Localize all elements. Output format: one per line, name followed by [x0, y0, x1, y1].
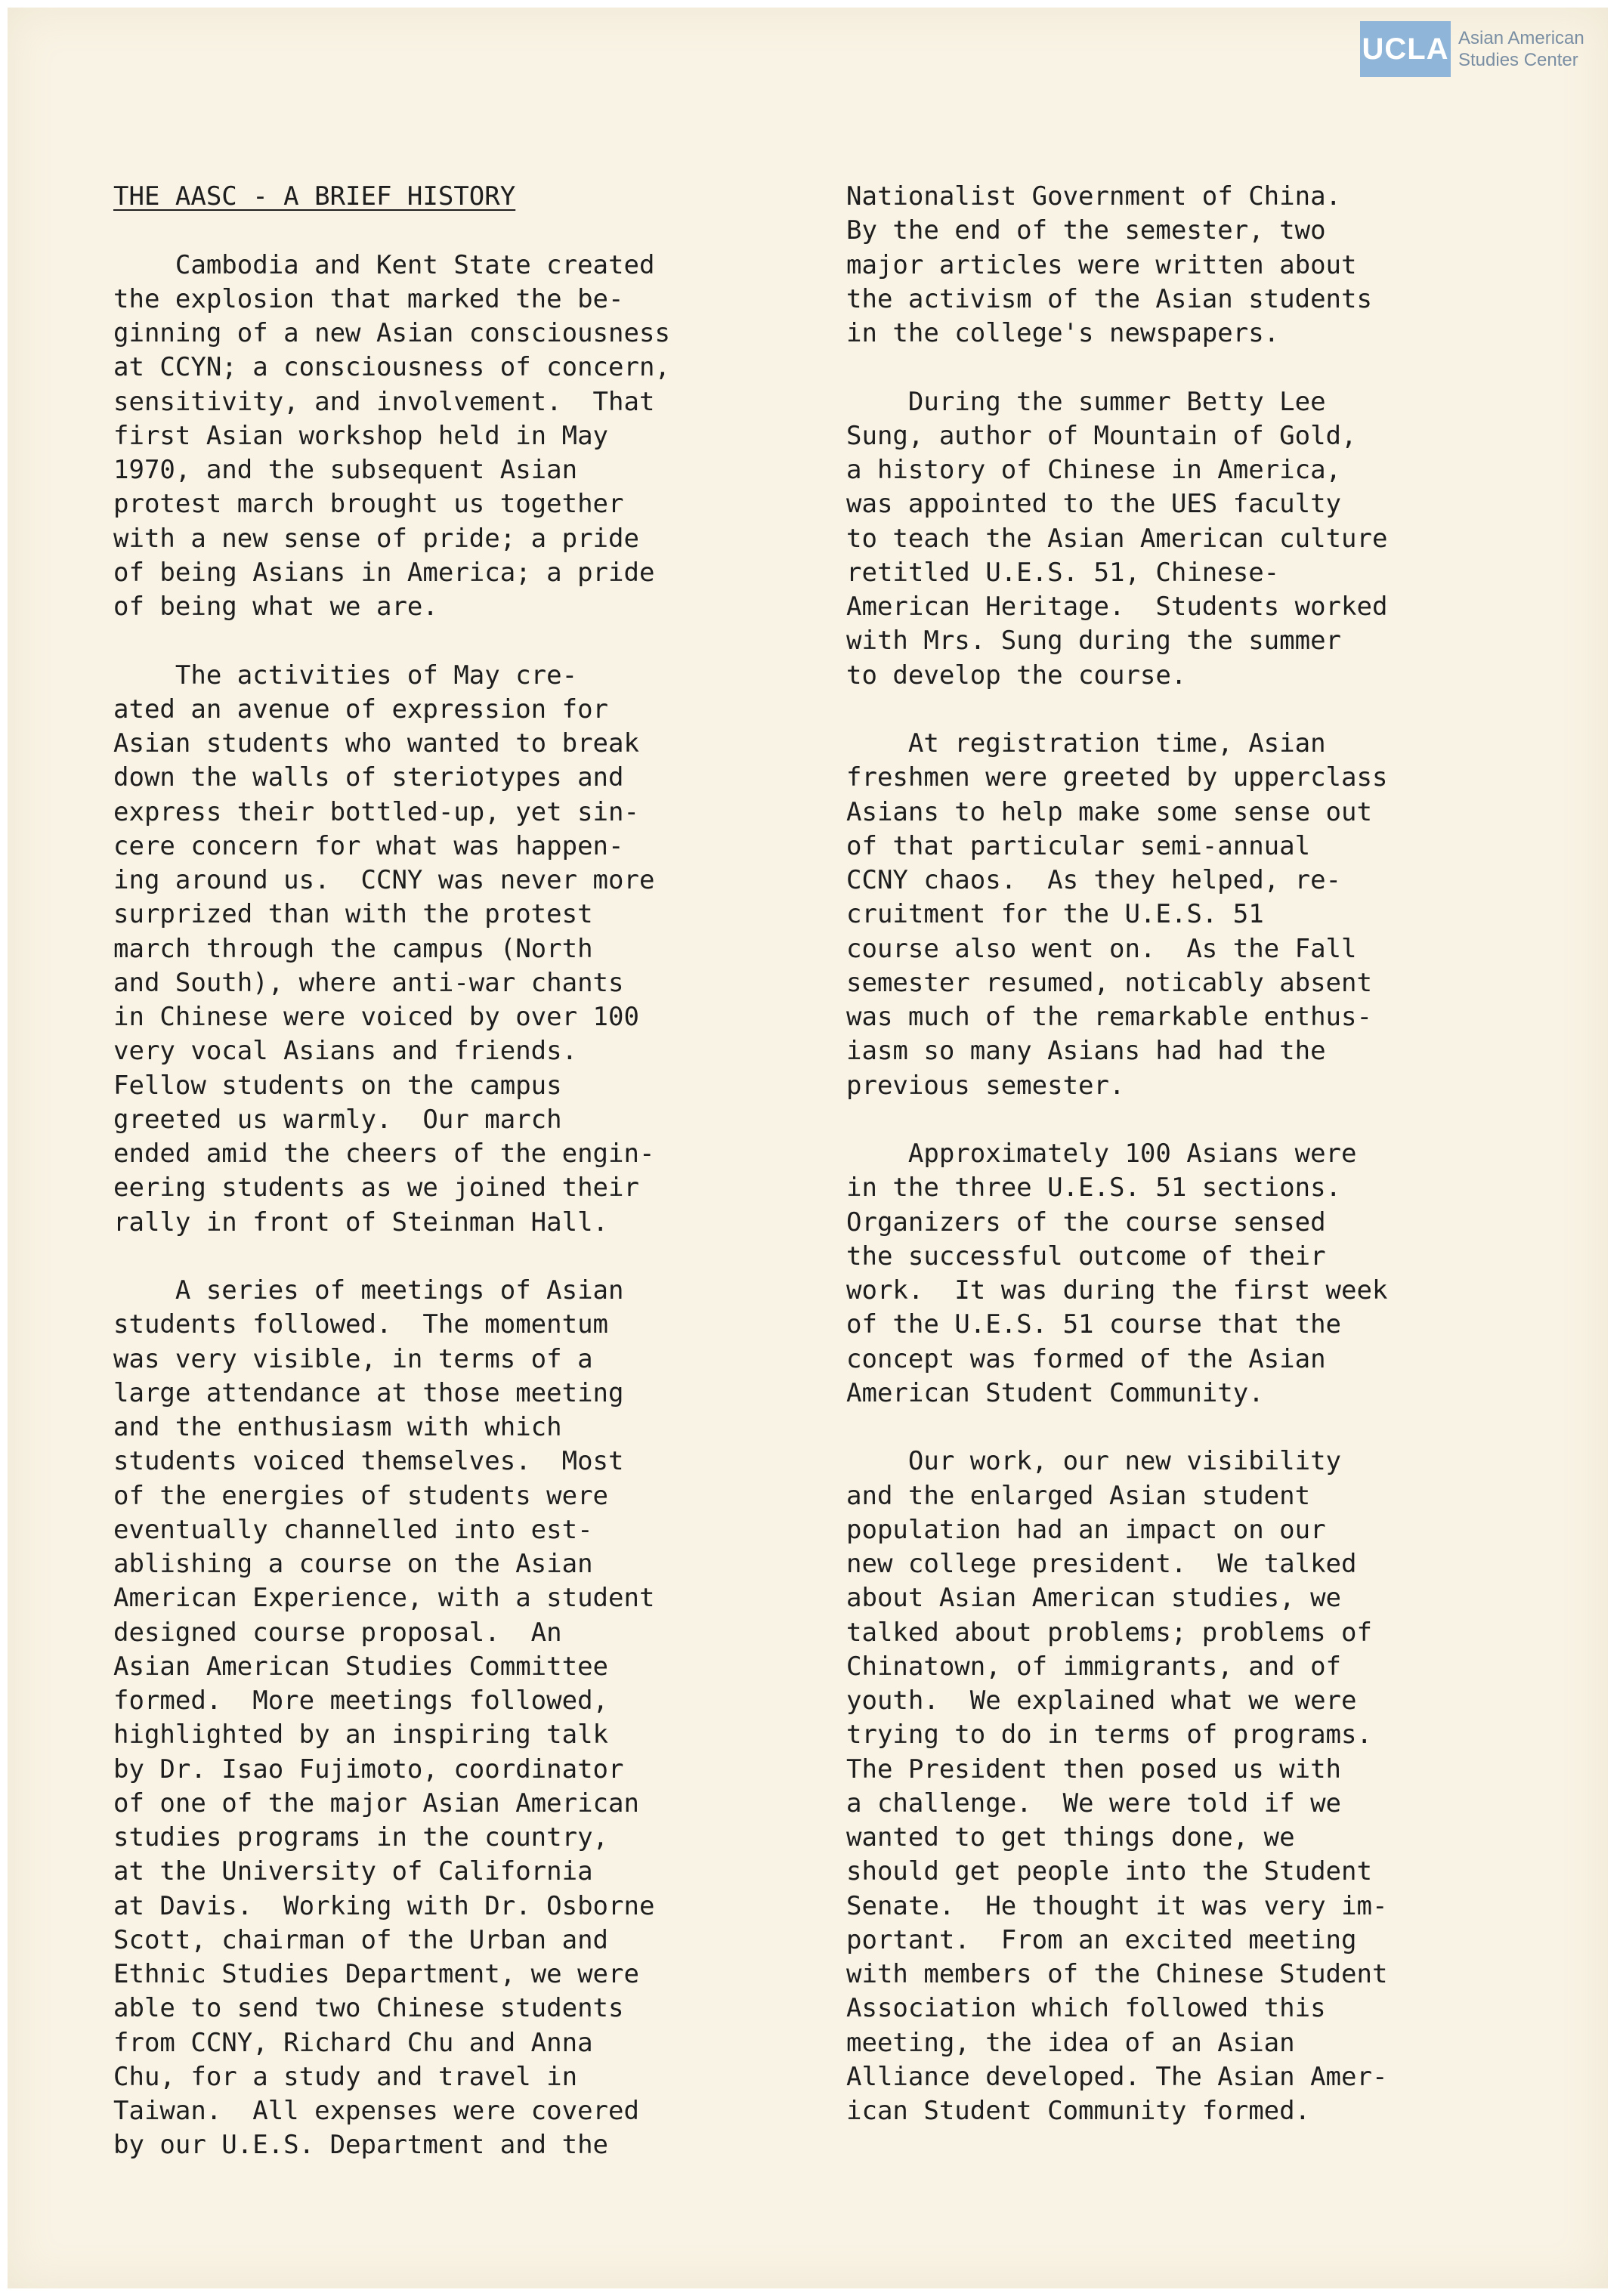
- text-line: retitled U.E.S. 51, Chinese-: [846, 557, 1280, 588]
- text-line: Approximately 100 Asians were: [846, 1139, 1357, 1169]
- text-line: American Student Community.: [846, 1377, 1264, 1408]
- text-line: iasm so many Asians had had the: [846, 1036, 1326, 1067]
- paragraph-gap: [113, 1240, 808, 1274]
- text-line: work. It was during the first week: [846, 1275, 1388, 1306]
- text-line: ican Student Community formed.: [846, 2096, 1311, 2126]
- text-line: at Davis. Working with Dr. Osborne: [113, 1890, 655, 1921]
- right-column: [846, 180, 1526, 2128]
- text-line: with Mrs. Sung during the summer: [846, 626, 1342, 657]
- text-line: in the college's newspapers.: [846, 318, 1280, 348]
- right-column-text: [846, 180, 1526, 2128]
- text-line: with members of the Chinese Student: [846, 1959, 1388, 1989]
- text-line: Asians to help make some sense out: [846, 796, 1372, 827]
- text-line: major articles were written about: [846, 249, 1357, 280]
- text-line: cruitment for the U.E.S. 51: [846, 899, 1264, 930]
- text-line: at CCYN; a consciousness of concern,: [113, 352, 670, 383]
- text-line: march through the campus (North: [113, 933, 593, 964]
- text-line: cere concern for what was happen-: [113, 830, 624, 861]
- text-line: surprized than with the protest: [113, 899, 593, 930]
- text-line: of that particular semi-annual: [846, 830, 1311, 861]
- text-line: of one of the major Asian American: [113, 1788, 639, 1819]
- text-line: ing around us. CCNY was never more: [113, 865, 655, 895]
- text-line: express their bottled-up, yet sin-: [113, 796, 639, 827]
- article-title: THE AASC - A BRIEF HISTORY: [113, 181, 516, 212]
- left-column-text: [113, 214, 808, 2162]
- text-line: Ethnic Studies Department, we were: [113, 1959, 639, 1989]
- collection-badge: [1360, 21, 1584, 77]
- text-line: course also went on. As the Fall: [846, 933, 1357, 964]
- text-line: large attendance at those meeting: [113, 1377, 624, 1408]
- ucla-logo: UCLA: [1360, 21, 1451, 77]
- text-line: During the summer Betty Lee: [846, 386, 1326, 417]
- text-line: Our work, our new visibility: [846, 1446, 1342, 1477]
- paragraph-gap: [846, 1411, 1526, 1445]
- text-line: was very visible, in terms of a: [113, 1343, 593, 1374]
- text-line: first Asian workshop held in May: [113, 420, 609, 451]
- text-line: Asian American Studies Committee: [113, 1651, 609, 1682]
- text-line: Nationalist Government of China.: [846, 181, 1342, 212]
- text-line: highlighted by an inspiring talk: [113, 1720, 609, 1751]
- text-line: a history of Chinese in America,: [846, 455, 1342, 485]
- center-name-line-1: Asian American: [1458, 28, 1584, 48]
- text-line: Asian students who wanted to break: [113, 728, 639, 759]
- text-line: to teach the Asian American culture: [846, 523, 1388, 554]
- text-line: Cambodia and Kent State created: [113, 249, 655, 280]
- text-line: and the enlarged Asian student: [846, 1480, 1311, 1511]
- text-line: eventually channelled into est-: [113, 1514, 593, 1545]
- paragraph-gap: [113, 624, 808, 658]
- text-line: and the enthusiasm with which: [113, 1412, 562, 1442]
- text-line: the explosion that marked the be-: [113, 283, 624, 314]
- text-line: by Dr. Isao Fujimoto, coordinator: [113, 1754, 624, 1785]
- text-line: students followed. The momentum: [113, 1309, 609, 1340]
- text-line: 1970, and the subsequent Asian: [113, 455, 578, 485]
- text-line: ended amid the cheers of the engin-: [113, 1139, 655, 1169]
- text-line: with a new sense of pride; a pride: [113, 523, 639, 554]
- text-line: Senate. He thought it was very im-: [846, 1890, 1388, 1921]
- text-line: CCNY chaos. As they helped, re-: [846, 865, 1342, 895]
- text-line: previous semester.: [846, 1070, 1125, 1101]
- text-line: Chinatown, of immigrants, and of: [846, 1651, 1342, 1682]
- text-line: wanted to get things done, we: [846, 1822, 1295, 1853]
- text-line: youth. We explained what we were: [846, 1686, 1357, 1716]
- paragraph-gap: [846, 351, 1526, 385]
- text-line: of the U.E.S. 51 course that the: [846, 1309, 1342, 1340]
- text-line: in the three U.E.S. 51 sections.: [846, 1173, 1342, 1204]
- text-line: At registration time, Asian: [846, 728, 1326, 759]
- text-line: greeted us warmly. Our march: [113, 1104, 562, 1135]
- text-line: students voiced themselves. Most: [113, 1446, 624, 1477]
- text-line: and South), where anti-war chants: [113, 967, 624, 998]
- text-line: should get people into the Student: [846, 1856, 1372, 1887]
- text-line: of being what we are.: [113, 592, 438, 622]
- text-line: ginning of a new Asian consciousness: [113, 318, 670, 348]
- text-line: at the University of California: [113, 1856, 593, 1887]
- text-line: semester resumed, noticably absent: [846, 967, 1372, 998]
- paragraph-gap: [846, 693, 1526, 727]
- center-name-line-2: Studies Center: [1458, 50, 1578, 70]
- text-line: the activism of the Asian students: [846, 283, 1372, 314]
- text-line: of being Asians in America; a pride: [113, 557, 655, 588]
- text-line: The President then posed us with: [846, 1754, 1342, 1785]
- text-line: down the walls of steriotypes and: [113, 762, 624, 793]
- text-line: population had an impact on our: [846, 1514, 1326, 1545]
- text-line: about Asian American studies, we: [846, 1583, 1342, 1614]
- text-line: talked about problems; problems of: [846, 1617, 1372, 1648]
- center-name: [1458, 27, 1584, 71]
- text-line: able to send two Chinese students: [113, 1993, 624, 2024]
- text-line: Organizers of the course sensed: [846, 1207, 1326, 1238]
- text-line: Sung, author of Mountain of Gold,: [846, 420, 1357, 451]
- text-line: American Experience, with a student: [113, 1583, 655, 1614]
- text-line: portant. From an excited meeting: [846, 1924, 1357, 1955]
- text-line: Scott, chairman of the Urban and: [113, 1924, 609, 1955]
- text-line: trying to do in terms of programs.: [846, 1720, 1372, 1751]
- text-line: Chu, for a study and travel in: [113, 2061, 578, 2092]
- text-line: from CCNY, Richard Chu and Anna: [113, 2027, 593, 2058]
- text-line: meeting, the idea of an Asian: [846, 2027, 1295, 2058]
- text-line: studies programs in the country,: [113, 1822, 609, 1853]
- text-line: Association which followed this: [846, 1993, 1326, 2024]
- text-line: very vocal Asians and friends.: [113, 1036, 578, 1067]
- text-line: ablishing a course on the Asian: [113, 1549, 593, 1579]
- paragraph-gap: [113, 214, 808, 248]
- text-line: new college president. We talked: [846, 1549, 1357, 1579]
- text-line: rally in front of Steinman Hall.: [113, 1207, 609, 1238]
- text-line: protest march brought us together: [113, 489, 624, 520]
- text-line: ated an avenue of expression for: [113, 694, 609, 725]
- text-line: the successful outcome of their: [846, 1241, 1326, 1272]
- text-line: Fellow students on the campus: [113, 1070, 562, 1101]
- text-line: By the end of the semester, two: [846, 215, 1326, 246]
- text-line: A series of meetings of Asian: [113, 1275, 624, 1306]
- text-line: The activities of May cre-: [113, 660, 578, 691]
- text-line: was much of the remarkable enthus-: [846, 1002, 1372, 1032]
- paragraph-gap: [846, 1103, 1526, 1137]
- text-line: concept was formed of the Asian: [846, 1343, 1326, 1374]
- text-line: in Chinese were voiced by over 100: [113, 1002, 639, 1032]
- text-line: American Heritage. Students worked: [846, 592, 1388, 622]
- text-line: eering students as we joined their: [113, 1173, 639, 1204]
- text-line: formed. More meetings followed,: [113, 1686, 609, 1716]
- text-line: freshmen were greeted by upperclass: [846, 762, 1388, 793]
- text-line: of the energies of students were: [113, 1480, 609, 1511]
- text-line: to develop the course.: [846, 660, 1187, 691]
- text-line: a challenge. We were told if we: [846, 1788, 1342, 1819]
- text-line: sensitivity, and involvement. That: [113, 386, 655, 417]
- text-line: Taiwan. All expenses were covered: [113, 2096, 639, 2126]
- left-column: [113, 180, 808, 2163]
- text-line: Alliance developed. The Asian Amer-: [846, 2061, 1388, 2092]
- text-line: was appointed to the UES faculty: [846, 489, 1342, 520]
- text-line: designed course proposal. An: [113, 1617, 562, 1648]
- text-line: by our U.E.S. Department and the: [113, 2130, 609, 2161]
